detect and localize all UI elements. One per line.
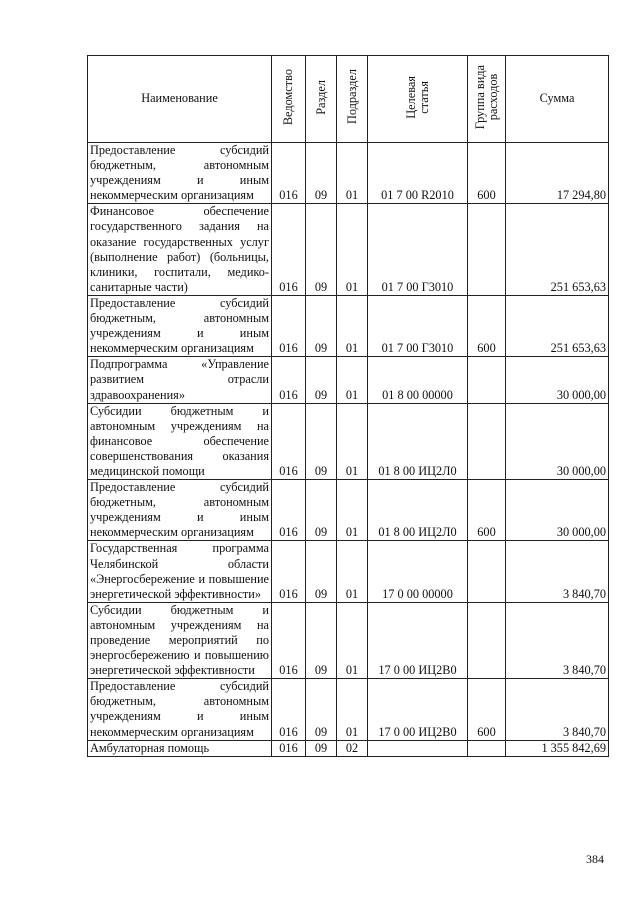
row-sum-cell: 1 355 842,69	[506, 740, 609, 756]
header-name: Наименование	[88, 56, 272, 143]
row-section-cell: 09	[306, 295, 337, 356]
row-subsection-cell: 01	[337, 541, 368, 602]
table-row	[88, 403, 609, 479]
row-ministry-cell: 016	[272, 602, 306, 678]
budget-table	[87, 55, 609, 757]
row-section-cell: 09	[306, 143, 337, 204]
row-section-cell: 09	[306, 602, 337, 678]
row-ministry-cell: 016	[272, 541, 306, 602]
row-expense-group-cell	[468, 357, 506, 403]
row-name-cell: Предоставление субсидий бюджетным, автономным учреждениям и иным некоммерческим организациям	[88, 679, 272, 740]
row-expense-group-cell: 600	[468, 480, 506, 541]
row-subsection-cell: 01	[337, 602, 368, 678]
table-header-row	[88, 56, 609, 143]
table-row	[88, 602, 609, 678]
table-row	[88, 679, 609, 740]
table-row	[88, 740, 609, 756]
row-name-cell: Предоставление субсидий бюджетным, автономным учреждениям и иным некоммерческим организациям	[88, 295, 272, 356]
row-expense-group-cell	[468, 602, 506, 678]
row-target-article-cell	[368, 740, 468, 756]
row-subsection-cell: 01	[337, 143, 368, 204]
table-row	[88, 541, 609, 602]
row-target-article-cell: 01 8 00 ИЦ2Л0	[368, 403, 468, 479]
row-target-article-cell: 01 7 00 Г3010	[368, 204, 468, 296]
row-ministry-cell: 016	[272, 679, 306, 740]
row-ministry-cell: 016	[272, 295, 306, 356]
table-row	[88, 357, 609, 403]
header-expense-group: Группа вида расходов	[468, 56, 506, 143]
row-expense-group-cell: 600	[468, 143, 506, 204]
row-sum-cell: 3 840,70	[506, 679, 609, 740]
row-ministry-cell: 016	[272, 403, 306, 479]
row-sum-cell: 30 000,00	[506, 480, 609, 541]
row-expense-group-cell	[468, 204, 506, 296]
table-row	[88, 204, 609, 296]
row-name-cell: Государственная программа Челябинской области «Энергосбережение и повышение энергетической эффективности»	[88, 541, 272, 602]
row-sum-cell: 251 653,63	[506, 295, 609, 356]
row-sum-cell: 3 840,70	[506, 541, 609, 602]
row-name-cell: Подпрограмма «Управление развитием отрасли здравоохранения»	[88, 357, 272, 403]
row-name-cell: Финансовое обеспечение государственного задания на оказание государственных услуг (выполнение работ) (больницы, клиники, госпитали, медико-санитарные части)	[88, 204, 272, 296]
row-section-cell: 09	[306, 403, 337, 479]
row-sum-cell: 30 000,00	[506, 357, 609, 403]
row-section-cell: 09	[306, 679, 337, 740]
row-target-article-cell: 01 7 00 R2010	[368, 143, 468, 204]
row-expense-group-cell	[468, 541, 506, 602]
row-ministry-cell: 016	[272, 204, 306, 296]
row-subsection-cell: 01	[337, 204, 368, 296]
row-subsection-cell: 01	[337, 403, 368, 479]
row-name-cell: Субсидии бюджетным и автономным учреждениям на финансовое обеспечение совершенствования оказания медицинской помощи	[88, 403, 272, 479]
row-section-cell: 09	[306, 541, 337, 602]
table-body	[88, 143, 609, 757]
row-name-cell: Предоставление субсидий бюджетным, автономным учреждениям и иным некоммерческим организациям	[88, 143, 272, 204]
row-sum-cell: 30 000,00	[506, 403, 609, 479]
row-expense-group-cell	[468, 740, 506, 756]
row-section-cell: 09	[306, 357, 337, 403]
row-subsection-cell: 01	[337, 480, 368, 541]
row-ministry-cell: 016	[272, 357, 306, 403]
row-target-article-cell: 17 0 00 00000	[368, 541, 468, 602]
row-subsection-cell: 01	[337, 295, 368, 356]
row-target-article-cell: 01 8 00 ИЦ2Л0	[368, 480, 468, 541]
row-name-cell: Амбулаторная помощь	[88, 740, 272, 756]
row-target-article-cell: 17 0 00 ИЦ2В0	[368, 602, 468, 678]
row-subsection-cell: 01	[337, 357, 368, 403]
table-row	[88, 143, 609, 204]
row-subsection-cell: 01	[337, 679, 368, 740]
row-ministry-cell: 016	[272, 740, 306, 756]
row-section-cell: 09	[306, 204, 337, 296]
row-name-cell: Субсидии бюджетным и автономным учреждениям на проведение мероприятий по энергосбережению и повышению энергетической эффективности	[88, 602, 272, 678]
row-target-article-cell: 01 7 00 Г3010	[368, 295, 468, 356]
header-sum: Сумма	[506, 56, 609, 143]
row-section-cell: 09	[306, 740, 337, 756]
row-expense-group-cell: 600	[468, 679, 506, 740]
header-target-article: Целевая статья	[368, 56, 468, 143]
row-name-cell: Предоставление субсидий бюджетным, автономным учреждениям и иным некоммерческим организациям	[88, 480, 272, 541]
row-section-cell: 09	[306, 480, 337, 541]
row-sum-cell: 3 840,70	[506, 602, 609, 678]
row-target-article-cell: 01 8 00 00000	[368, 357, 468, 403]
header-subsection: Подраздел	[337, 56, 368, 143]
row-ministry-cell: 016	[272, 143, 306, 204]
row-target-article-cell: 17 0 00 ИЦ2В0	[368, 679, 468, 740]
row-expense-group-cell: 600	[468, 295, 506, 356]
header-ministry: Ведомство	[272, 56, 306, 143]
table-row	[88, 480, 609, 541]
row-expense-group-cell	[468, 403, 506, 479]
row-ministry-cell: 016	[272, 480, 306, 541]
header-section: Раздел	[306, 56, 337, 143]
row-sum-cell: 17 294,80	[506, 143, 609, 204]
row-subsection-cell: 02	[337, 740, 368, 756]
row-sum-cell: 251 653,63	[506, 204, 609, 296]
page-number: 384	[586, 852, 604, 866]
table-row	[88, 295, 609, 356]
